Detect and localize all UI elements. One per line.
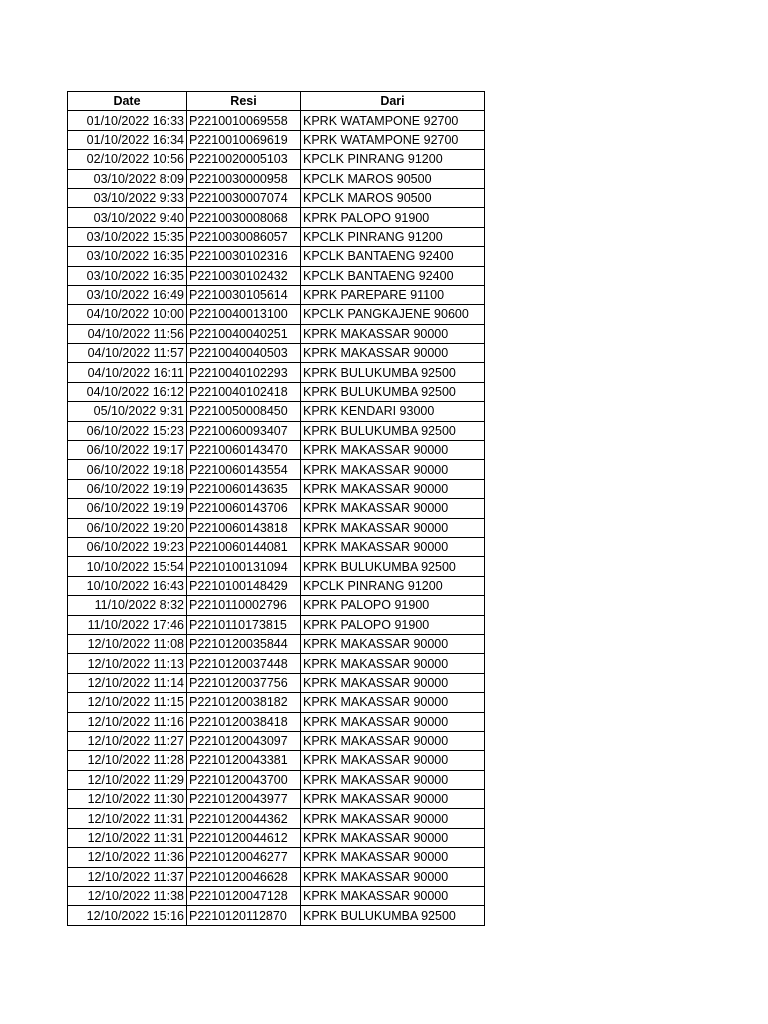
- table-row: [68, 363, 485, 382]
- header-date: Date: [68, 92, 187, 111]
- cell-date: 03/10/2022 9:40: [68, 208, 187, 227]
- cell-dari: KPRK MAKASSAR 90000: [301, 499, 485, 518]
- cell-dari: KPRK PALOPO 91900: [301, 615, 485, 634]
- cell-resi: P2210120038182: [187, 693, 301, 712]
- shipment-table: [67, 91, 485, 926]
- cell-dari: KPRK WATAMPONE 92700: [301, 130, 485, 149]
- table-row: [68, 537, 485, 556]
- cell-dari: KPRK MAKASSAR 90000: [301, 770, 485, 789]
- cell-dari: KPRK MAKASSAR 90000: [301, 344, 485, 363]
- cell-date: 12/10/2022 11:31: [68, 828, 187, 847]
- cell-resi: P2210110002796: [187, 596, 301, 615]
- cell-date: 06/10/2022 19:19: [68, 479, 187, 498]
- cell-resi: P2210060143818: [187, 518, 301, 537]
- cell-resi: P2210120043977: [187, 790, 301, 809]
- cell-date: 12/10/2022 11:27: [68, 731, 187, 750]
- cell-date: 03/10/2022 15:35: [68, 227, 187, 246]
- cell-dari: KPRK PALOPO 91900: [301, 208, 485, 227]
- cell-resi: P2210050008450: [187, 402, 301, 421]
- cell-dari: KPCLK PANGKAJENE 90600: [301, 305, 485, 324]
- cell-dari: KPRK MAKASSAR 90000: [301, 441, 485, 460]
- table-row: [68, 285, 485, 304]
- cell-resi: P2210120044362: [187, 809, 301, 828]
- cell-resi: P2210120112870: [187, 906, 301, 925]
- cell-dari: KPRK PALOPO 91900: [301, 596, 485, 615]
- cell-date: 06/10/2022 19:23: [68, 537, 187, 556]
- spreadsheet-page: [67, 91, 485, 926]
- cell-date: 05/10/2022 9:31: [68, 402, 187, 421]
- cell-resi: P2210020005103: [187, 150, 301, 169]
- cell-resi: P2210120046277: [187, 848, 301, 867]
- cell-dari: KPRK MAKASSAR 90000: [301, 518, 485, 537]
- cell-date: 06/10/2022 19:17: [68, 441, 187, 460]
- table-row: [68, 421, 485, 440]
- cell-resi: P2210040102293: [187, 363, 301, 382]
- cell-resi: P2210060143554: [187, 460, 301, 479]
- cell-resi: P2210060143635: [187, 479, 301, 498]
- cell-resi: P2210120043700: [187, 770, 301, 789]
- cell-resi: P2210120037448: [187, 654, 301, 673]
- cell-date: 04/10/2022 11:56: [68, 324, 187, 343]
- table-row: [68, 247, 485, 266]
- table-row: [68, 693, 485, 712]
- table-row: [68, 479, 485, 498]
- cell-dari: KPRK MAKASSAR 90000: [301, 731, 485, 750]
- cell-dari: KPRK MAKASSAR 90000: [301, 460, 485, 479]
- cell-dari: KPCLK MAROS 90500: [301, 169, 485, 188]
- cell-dari: KPRK MAKASSAR 90000: [301, 828, 485, 847]
- cell-date: 12/10/2022 11:37: [68, 867, 187, 886]
- cell-date: 03/10/2022 16:49: [68, 285, 187, 304]
- cell-dari: KPRK WATAMPONE 92700: [301, 111, 485, 130]
- cell-date: 01/10/2022 16:33: [68, 111, 187, 130]
- table-row: [68, 615, 485, 634]
- cell-resi: P2210060143470: [187, 441, 301, 460]
- table-row: [68, 188, 485, 207]
- cell-resi: P2210120043381: [187, 751, 301, 770]
- cell-resi: P2210120038418: [187, 712, 301, 731]
- cell-resi: P2210030086057: [187, 227, 301, 246]
- cell-dari: KPRK MAKASSAR 90000: [301, 654, 485, 673]
- table-row: [68, 344, 485, 363]
- table-row: [68, 460, 485, 479]
- cell-resi: P2210030102316: [187, 247, 301, 266]
- cell-date: 03/10/2022 8:09: [68, 169, 187, 188]
- cell-resi: P2210060093407: [187, 421, 301, 440]
- header-row: [68, 92, 485, 111]
- table-row: [68, 751, 485, 770]
- table-row: [68, 305, 485, 324]
- cell-resi: P2210120046628: [187, 867, 301, 886]
- table-row: [68, 731, 485, 750]
- cell-date: 12/10/2022 11:15: [68, 693, 187, 712]
- table-row: [68, 557, 485, 576]
- cell-date: 10/10/2022 16:43: [68, 576, 187, 595]
- table-row: [68, 848, 485, 867]
- cell-dari: KPRK MAKASSAR 90000: [301, 887, 485, 906]
- cell-date: 12/10/2022 11:28: [68, 751, 187, 770]
- table-row: [68, 654, 485, 673]
- cell-dari: KPRK MAKASSAR 90000: [301, 537, 485, 556]
- cell-date: 12/10/2022 11:29: [68, 770, 187, 789]
- cell-resi: P2210120037756: [187, 673, 301, 692]
- cell-date: 03/10/2022 9:33: [68, 188, 187, 207]
- cell-date: 11/10/2022 8:32: [68, 596, 187, 615]
- cell-dari: KPRK MAKASSAR 90000: [301, 693, 485, 712]
- cell-date: 12/10/2022 11:38: [68, 887, 187, 906]
- cell-date: 06/10/2022 19:18: [68, 460, 187, 479]
- cell-date: 02/10/2022 10:56: [68, 150, 187, 169]
- cell-resi: P2210030008068: [187, 208, 301, 227]
- cell-dari: KPCLK BANTAENG 92400: [301, 247, 485, 266]
- cell-resi: P2210040040251: [187, 324, 301, 343]
- table-row: [68, 169, 485, 188]
- cell-resi: P2210030000958: [187, 169, 301, 188]
- cell-resi: P2210040013100: [187, 305, 301, 324]
- cell-date: 06/10/2022 19:19: [68, 499, 187, 518]
- cell-dari: KPRK MAKASSAR 90000: [301, 479, 485, 498]
- cell-date: 12/10/2022 11:13: [68, 654, 187, 673]
- table-row: [68, 324, 485, 343]
- header-resi: Resi: [187, 92, 301, 111]
- cell-dari: KPRK MAKASSAR 90000: [301, 712, 485, 731]
- table-row: [68, 402, 485, 421]
- cell-resi: P2210040102418: [187, 382, 301, 401]
- cell-date: 12/10/2022 15:16: [68, 906, 187, 925]
- cell-resi: P2210120043097: [187, 731, 301, 750]
- cell-date: 03/10/2022 16:35: [68, 266, 187, 285]
- table-row: [68, 499, 485, 518]
- cell-dari: KPRK MAKASSAR 90000: [301, 790, 485, 809]
- cell-resi: P2210010069619: [187, 130, 301, 149]
- table-row: [68, 111, 485, 130]
- cell-date: 12/10/2022 11:16: [68, 712, 187, 731]
- cell-date: 11/10/2022 17:46: [68, 615, 187, 634]
- cell-date: 12/10/2022 11:14: [68, 673, 187, 692]
- cell-resi: P2210120044612: [187, 828, 301, 847]
- cell-dari: KPRK BULUKUMBA 92500: [301, 382, 485, 401]
- cell-date: 12/10/2022 11:31: [68, 809, 187, 828]
- cell-dari: KPRK MAKASSAR 90000: [301, 673, 485, 692]
- cell-dari: KPCLK BANTAENG 92400: [301, 266, 485, 285]
- cell-dari: KPRK BULUKUMBA 92500: [301, 906, 485, 925]
- cell-resi: P2210030102432: [187, 266, 301, 285]
- cell-date: 03/10/2022 16:35: [68, 247, 187, 266]
- cell-date: 12/10/2022 11:36: [68, 848, 187, 867]
- cell-resi: P2210100148429: [187, 576, 301, 595]
- table-row: [68, 382, 485, 401]
- cell-date: 06/10/2022 19:20: [68, 518, 187, 537]
- cell-date: 04/10/2022 16:11: [68, 363, 187, 382]
- cell-date: 12/10/2022 11:08: [68, 634, 187, 653]
- table-row: [68, 712, 485, 731]
- cell-resi: P2210030105614: [187, 285, 301, 304]
- cell-date: 04/10/2022 16:12: [68, 382, 187, 401]
- cell-dari: KPRK BULUKUMBA 92500: [301, 421, 485, 440]
- cell-resi: P2210120035844: [187, 634, 301, 653]
- table-row: [68, 266, 485, 285]
- cell-resi: P2210060144081: [187, 537, 301, 556]
- cell-dari: KPCLK MAROS 90500: [301, 188, 485, 207]
- table-row: [68, 790, 485, 809]
- cell-dari: KPRK KENDARI 93000: [301, 402, 485, 421]
- cell-resi: P2210120047128: [187, 887, 301, 906]
- cell-date: 04/10/2022 11:57: [68, 344, 187, 363]
- cell-dari: KPCLK PINRANG 91200: [301, 150, 485, 169]
- cell-dari: KPCLK PINRANG 91200: [301, 227, 485, 246]
- cell-dari: KPRK BULUKUMBA 92500: [301, 363, 485, 382]
- cell-resi: P2210100131094: [187, 557, 301, 576]
- header-dari: Dari: [301, 92, 485, 111]
- table-row: [68, 596, 485, 615]
- table-row: [68, 673, 485, 692]
- table-row: [68, 887, 485, 906]
- cell-date: 06/10/2022 15:23: [68, 421, 187, 440]
- cell-date: 04/10/2022 10:00: [68, 305, 187, 324]
- cell-dari: KPRK MAKASSAR 90000: [301, 809, 485, 828]
- table-body: [68, 111, 485, 925]
- table-row: [68, 150, 485, 169]
- cell-date: 10/10/2022 15:54: [68, 557, 187, 576]
- cell-dari: KPCLK PINRANG 91200: [301, 576, 485, 595]
- table-row: [68, 828, 485, 847]
- table-row: [68, 809, 485, 828]
- cell-dari: KPRK MAKASSAR 90000: [301, 751, 485, 770]
- table-row: [68, 518, 485, 537]
- table-row: [68, 576, 485, 595]
- table-row: [68, 906, 485, 925]
- cell-resi: P2210030007074: [187, 188, 301, 207]
- cell-date: 12/10/2022 11:30: [68, 790, 187, 809]
- table-row: [68, 634, 485, 653]
- cell-date: 01/10/2022 16:34: [68, 130, 187, 149]
- table-row: [68, 441, 485, 460]
- cell-resi: P2210040040503: [187, 344, 301, 363]
- cell-dari: KPRK PAREPARE 91100: [301, 285, 485, 304]
- table-row: [68, 208, 485, 227]
- table-row: [68, 130, 485, 149]
- cell-dari: KPRK BULUKUMBA 92500: [301, 557, 485, 576]
- table-row: [68, 867, 485, 886]
- cell-dari: KPRK MAKASSAR 90000: [301, 634, 485, 653]
- cell-dari: KPRK MAKASSAR 90000: [301, 848, 485, 867]
- cell-resi: P2210010069558: [187, 111, 301, 130]
- cell-resi: P2210110173815: [187, 615, 301, 634]
- cell-dari: KPRK MAKASSAR 90000: [301, 324, 485, 343]
- table-row: [68, 770, 485, 789]
- cell-resi: P2210060143706: [187, 499, 301, 518]
- cell-dari: KPRK MAKASSAR 90000: [301, 867, 485, 886]
- table-row: [68, 227, 485, 246]
